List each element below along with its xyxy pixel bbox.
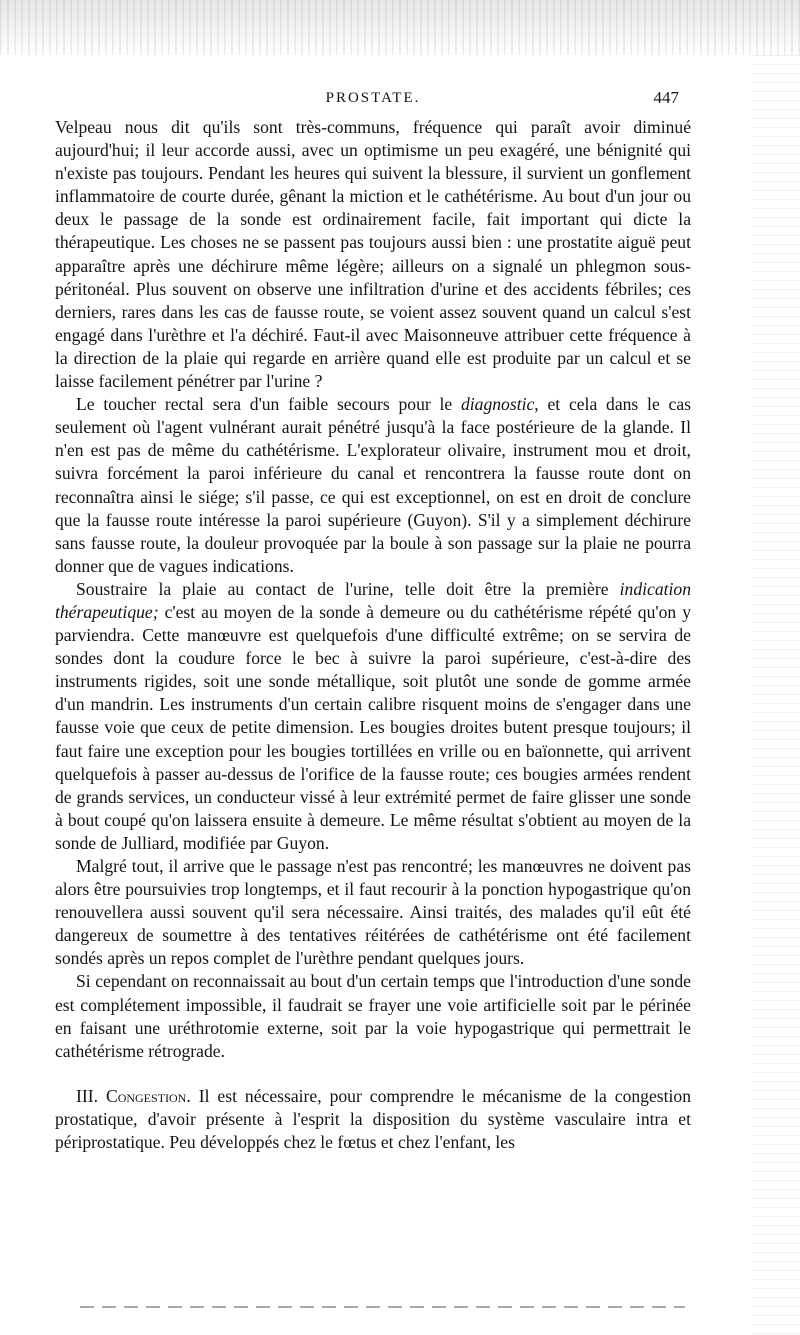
paragraph-1 xyxy=(55,116,691,393)
bottom-print-line xyxy=(80,1306,685,1308)
paragraph-3-emphasis: indication thérapeutique; xyxy=(55,578,691,622)
running-title: PROSTATE. xyxy=(325,90,421,106)
section-paragraph xyxy=(55,1085,691,1154)
paragraph-5-text: Si cependant on reconnaissait au bout d'un certain temps que l'introduction d'une sonde est complétement impossible, il faudrait se frayer une voie artificielle soit par le périnée en faisant une uréthrotomie externe, soit par la voie hypogastrique qui permettrait le cathétérisme rétrograde. xyxy=(55,971,691,1061)
book-page xyxy=(55,86,691,1154)
section-heading: Congestion. xyxy=(105,1085,191,1106)
running-head xyxy=(55,86,691,112)
body-text xyxy=(55,116,691,1154)
page-number: 447 xyxy=(653,88,679,107)
paragraph-2-rest: , et cela dans le cas seulement où l'agent vulnérant aurait pénétré jusqu'à la face postérieure de la glande. Il n'en est pas de même du cathétérisme. L'explorateur olivaire, instrument mou et droit, suivra forcément la paroi inférieure du canal et rencontrera la fausse route dont on reconnaîtra ainsi le siége; s'il passe, ce qui est exceptionnel, on est en droit de conclure que la fausse route intéresse la paroi supérieure (Guyon). S'il y a simplement déchirure sans fausse route, la douleur provoquée par la boule à son passage sur la plaie ne pourra donner que de vagues indications. xyxy=(55,394,691,576)
paragraph-2 xyxy=(55,393,691,578)
paragraph-4-text: Malgré tout, il arrive que le passage n'est pas rencontré; les manœuvres ne doivent pas alors être poursuivies trop longtemps, et il faut recourir à la ponction hypogastrique qu'on renouvellera aussi souvent qu'il sera nécessaire. Ainsi traités, des malades qu'il eût été dangereux de soumettre à des tentatives réitérées de cathétérisme ont été facilement sondés après un repos complet de l'urèthre pendant quelques jours. xyxy=(55,856,691,969)
paragraph-1-text: Velpeau nous dit qu'ils sont très-communs, fréquence qui paraît avoir diminué aujourd'hui; il leur accorde aussi, avec un optimisme un peu exagéré, une bénignité qui n'existe pas toujours. Pendant les heures qui suivent la blessure, il survient un gonflement inflammatoire de courte durée, gênant la miction et le cathétérisme. Au bout d'un jour ou deux le passage de la sonde est ordinairement facile, fait important qui dicte la thérapeutique. Les choses ne se passent pas toujours aussi bien : une prostatite aiguë peut apparaître après une déchirure même légère; ailleurs on a signalé un phlegmon sous-péritonéal. Plus souvent on observe une infiltration d'urine et des accidents fébriles; ces derniers, rares dans les cas de fausse route, se voient assez souvent quand un calcul s'est engagé dans l'urèthre et l'a déchiré. Faut-il avec Maisonneuve attribuer cette fréquence à la direction de la plaie qui regarde en arrière quand elle est produite par un calcul et se laisse facilement pénétrer par l'urine ? xyxy=(55,117,691,392)
section-text: Il est nécessaire, pour comprendre le mécanisme de la congestion prostatique, d'avoir présente à l'esprit la disposition du système vasculaire intra et périprostatique. Peu développés chez le fœtus et chez l'enfant, les xyxy=(55,1085,691,1153)
paragraph-3-rest: c'est au moyen de la sonde à demeure ou du cathétérisme répété qu'on y parviendra. Cette manœuvre est quelquefois d'une difficulté extrême; on se servira de sondes dont la coudure force le bec à suivre la paroi supérieure, c'est-à-dire des instruments rigides, soit une sonde métallique, soit plutôt une sonde de gomme armée d'un mandrin. Les instruments d'un certain calibre risquent moins de s'engager dans une fausse voie que ceux de petite dimension. Les bougies droites butent presque toujours; il faut faire une exception pour les bougies tortillées en vrille ou en baïonnette, qui arrivent quelquefois à passer au-dessus de l'orifice de la fausse route; ces bougies armées rendent de grands services, un conducteur vissé à leur extrémité permet de faire glisser une sonde à bout coupé qu'on laissera ensuite à demeure. Le même résultat s'obtient au moyen de la sonde de Julliard, modifiée par Guyon. xyxy=(55,601,691,853)
paragraph-4 xyxy=(55,855,691,970)
paragraph-5 xyxy=(55,970,691,1062)
scan-edge-right xyxy=(752,55,800,1335)
paragraph-2-lead: Le toucher rectal sera d'un faible secours pour le xyxy=(76,394,461,415)
scan-edge-top xyxy=(0,0,800,55)
paragraph-3 xyxy=(55,578,691,855)
paragraph-2-emphasis: diagnostic xyxy=(460,394,535,415)
section-numeral: III. xyxy=(76,1085,98,1106)
paragraph-3-lead: Soustraire la plaie au contact de l'urine, telle doit être la première xyxy=(76,578,620,599)
